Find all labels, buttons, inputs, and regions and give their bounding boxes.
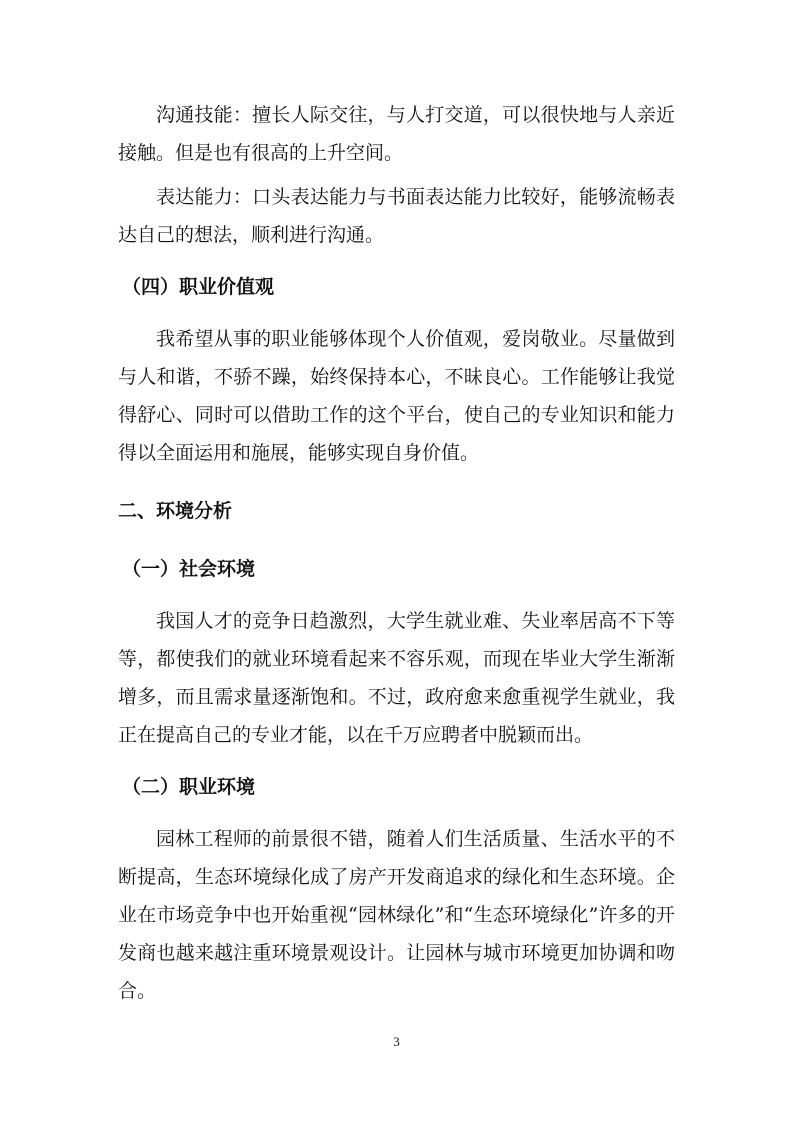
heading-career-environment: （二）职业环境 — [122, 776, 256, 798]
paragraph-career-values: 我希望从事的职业能够体现个人价值观，爱岗敬业。尽量做到与人和谐，不骄不躁，始终保持本心，不昧良心。工作能够让我觉得舒心、同时可以借助工作的这个平台，使自己的专业知识和能力得以全面运用和施展，能够实现自身价值。 — [118, 328, 675, 464]
paragraph-social-environment: 我国人才的竞争日趋激烈，大学生就业难、失业率居高不下等等，都使我们的就业环境看起来不容乐观，而现在毕业大学生渐渐增多，而且需求量逐渐饱和。不过，政府愈来愈重视学生就业，我正在提高自己的专业才能，以在千万应聘者中脱颖而出。 — [118, 610, 675, 746]
heading-social-environment: （一）社会环境 — [122, 558, 256, 580]
heading-environment-analysis: 二、环境分析 — [118, 500, 233, 522]
paragraph-expression-ability: 表达能力：口头表达能力与书面表达能力比较好，能够流畅表达自己的想法，顺利进行沟通。 — [118, 186, 675, 246]
page-number: 3 — [393, 1034, 400, 1049]
heading-career-values: （四）职业价值观 — [122, 276, 275, 298]
paragraph-communication-skills: 沟通技能：擅长人际交往，与人打交道，可以很快地与人亲近接触。但是也有很高的上升空间。 — [118, 104, 675, 164]
paragraph-career-environment: 园林工程师的前景很不错，随着人们生活质量、生活水平的不断提高，生态环境绿化成了房产开发商追求的绿化和生态环境。企业在市场竞争中也开始重视“园林绿化”和“生态环境绿化”许多的开发商也越来越注重环境景观设计。让园林与城市环境更加协调和吻合。 — [118, 828, 675, 1002]
